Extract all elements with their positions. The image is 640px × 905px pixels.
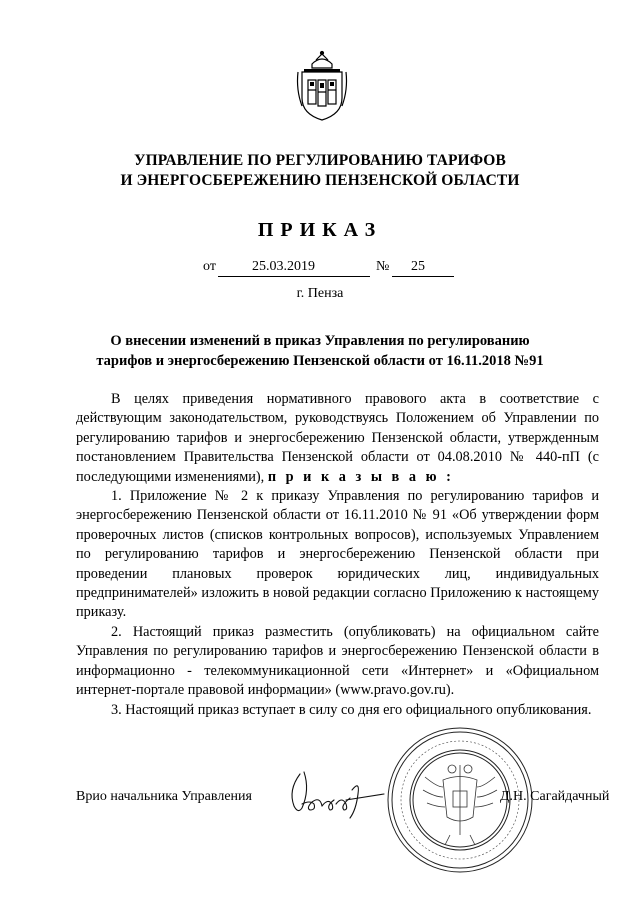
subject-line2: тарифов и энергосбережению Пензенской области от 16.11.2018 №91	[96, 353, 544, 369]
date-underline	[218, 276, 370, 277]
document-subject	[80, 331, 560, 371]
item-3: 3. Настоящий приказ вступает в силу со дня его официального опубликования.	[111, 701, 592, 718]
organization-name-line1: УПРАВЛЕНИЕ ПО РЕГУЛИРОВАНИЮ ТАРИФОВ	[134, 152, 506, 169]
document-type-title: ПРИКАЗ	[257, 219, 383, 241]
organization-name-line2: И ЭНЕРГОСБЕРЕЖЕНИЮ ПЕНЗЕНСКОЙ ОБЛАСТИ	[120, 172, 520, 189]
signatory-name: Д.Н. Сагайдачный	[500, 789, 610, 804]
city: г. Пенза	[296, 286, 344, 301]
preamble-paragraph	[76, 390, 599, 487]
date-label: от	[203, 259, 216, 274]
preamble-text: В целях приведения нормативного правового акта в соответствие с действующим законодательством, руководствуясь Положением об Управлении по регулированию тарифов и энергосбережению Пензенской области, утвержденным постановлением Правительства Пензенской области от 04.08.2010 № 440-пП (с последующими изменениями),	[76, 391, 599, 485]
subject-line1: О внесении изменений в приказ Управления по регулированию	[110, 333, 530, 349]
item-1: 1. Приложение № 2 к приказу Управления по регулированию тарифов и энергосбережению Пензенской области от 16.11.2010 № 91 «Об утверждении форм проверочных листов (списков контрольных вопросов), используемых Управлением по регулированию тарифов и энергосбережению Пензенской области при проведении плановых проверок юридических лиц, индивидуальных предпринимателей» изложить в новой редакции согласно Приложению к настоящему приказу.	[76, 488, 599, 621]
handwritten-signature	[280, 760, 390, 820]
coat-of-arms-emblem	[294, 50, 350, 122]
item-2: 2. Настоящий приказ разместить (опубликовать) на официальном сайте Управления по регулированию тарифов и энергосбережению Пензенской области в информационно - телекоммуникационной сети «Интернет» и «Официальном интернет-портале правовой информации» (www.pravo.gov.ru).	[76, 623, 599, 699]
document-date: 25.03.2019	[252, 259, 315, 274]
document-body	[76, 390, 599, 720]
number-label: №	[376, 259, 390, 274]
document-number: 25	[411, 259, 425, 274]
number-underline	[392, 276, 454, 277]
signatory-title: Врио начальника Управления	[76, 789, 252, 804]
order-word: п р и к а з ы в а ю :	[267, 468, 454, 485]
